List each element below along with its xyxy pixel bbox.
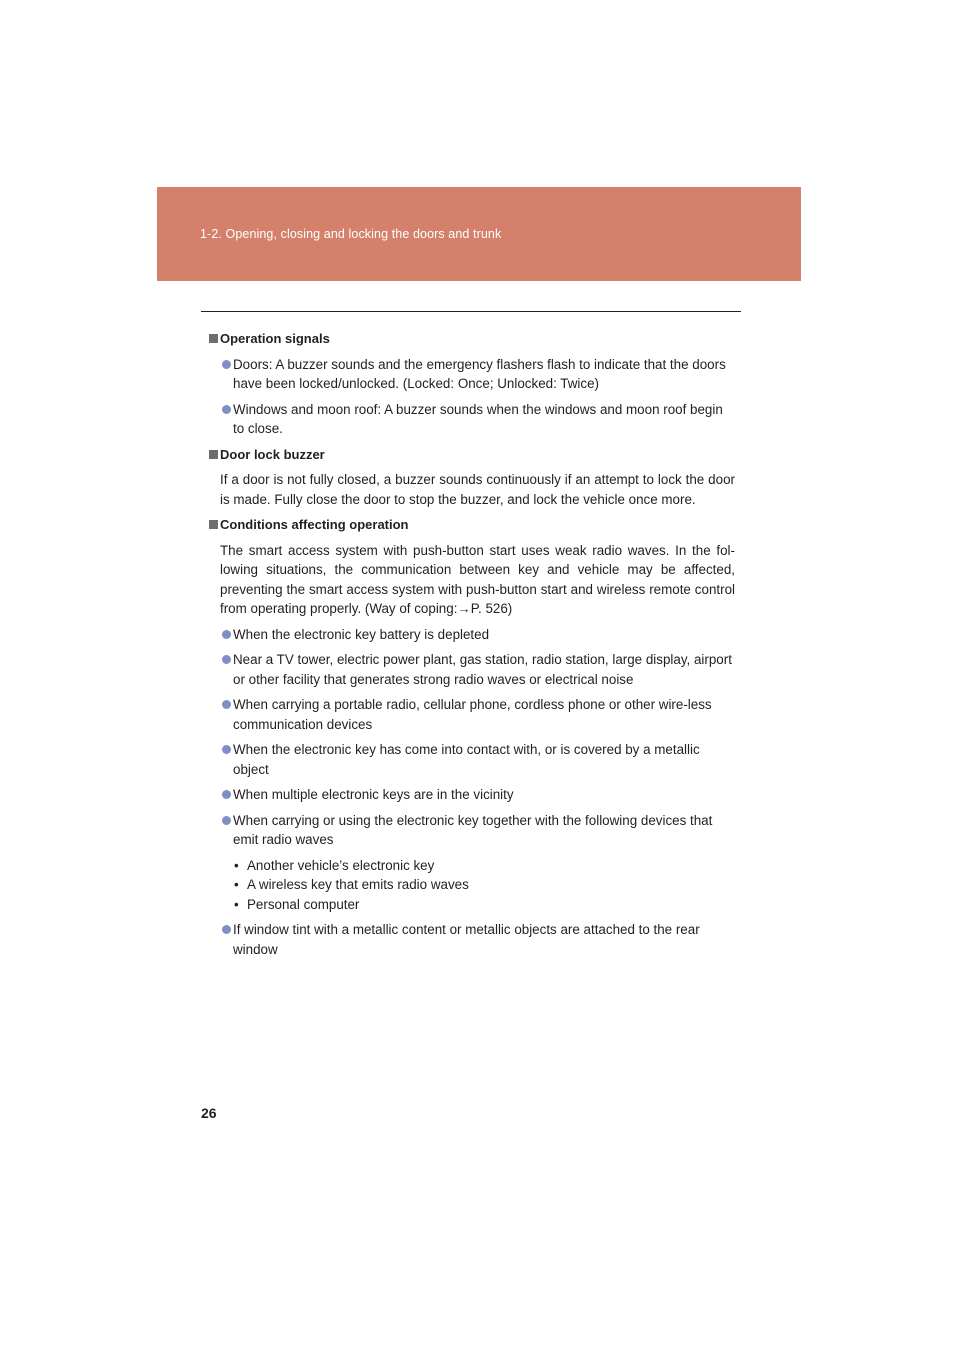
list-item: When the electronic key battery is depleted (233, 625, 735, 645)
section-title: 1-2. Opening, closing and locking the doors and trunk (200, 227, 502, 241)
bullet-icon (222, 405, 231, 414)
bullet-icon (222, 360, 231, 369)
heading-operation-signals: Operation signals (201, 329, 741, 349)
section-header-band (157, 187, 801, 281)
paragraph: The smart access system with push-button start uses weak radio waves. In the fol-lowing situations, the communication between key and vehicle may be affected, preventing the smart access system with push-button start and wireless remote control from operating properly. (Way of coping:→P. 526) (220, 542, 735, 616)
sub-list (234, 856, 741, 915)
paragraph: If a door is not fully closed, a buzzer sounds continuously if an attempt to lock the door is made. Fully close the door to stop the buzzer, and lock the vehicle once more. (220, 472, 735, 507)
bullet-icon (222, 700, 231, 709)
small-dot-icon: • (234, 877, 239, 892)
list-item: Doors: A buzzer sounds and the emergency flashers flash to indicate that the doors have been locked/unlocked. (Locked: Once; Unlocked: Twice) (233, 355, 735, 394)
bullet-icon (222, 655, 231, 664)
square-bullet-icon (209, 520, 218, 529)
list-item: When the electronic key has come into contact with, or is covered by a metallic object (233, 740, 735, 779)
bullet-icon (222, 816, 231, 825)
square-bullet-icon (209, 334, 218, 343)
bullet-icon (222, 745, 231, 754)
small-dot-icon: • (234, 857, 239, 873)
list-item: Near a TV tower, electric power plant, gas station, radio station, large display, airport or other facility that generates strong radio waves or electrical noise (233, 650, 735, 689)
list-item: When carrying or using the electronic key together with the following devices that emit radio waves (233, 811, 735, 850)
list-item: Windows and moon roof: A buzzer sounds when the windows and moon roof begin to close. (233, 400, 735, 439)
list-item: When multiple electronic keys are in the vicinity (233, 785, 735, 805)
sub-list-item: • Another vehicle’s electronic key (247, 856, 741, 876)
page-number: 26 (201, 1105, 217, 1121)
page-content (201, 329, 741, 959)
sub-list-item: • A wireless key that emits radio waves (247, 875, 741, 895)
bullet-icon (222, 630, 231, 639)
bullet-icon (222, 925, 231, 934)
list-item: If window tint with a metallic content or metallic objects are attached to the rear window (233, 920, 735, 959)
heading-door-lock-buzzer: Door lock buzzer (201, 445, 741, 465)
small-dot-icon: • (234, 896, 239, 912)
square-bullet-icon (209, 450, 218, 459)
divider (201, 311, 741, 312)
list-item: When carrying a portable radio, cellular phone, cordless phone or other wire-less communication devices (233, 695, 735, 734)
bullet-icon (222, 790, 231, 799)
sub-list-item: • Personal computer (247, 895, 741, 915)
heading-conditions-affecting-operation: Conditions affecting operation (201, 515, 741, 535)
